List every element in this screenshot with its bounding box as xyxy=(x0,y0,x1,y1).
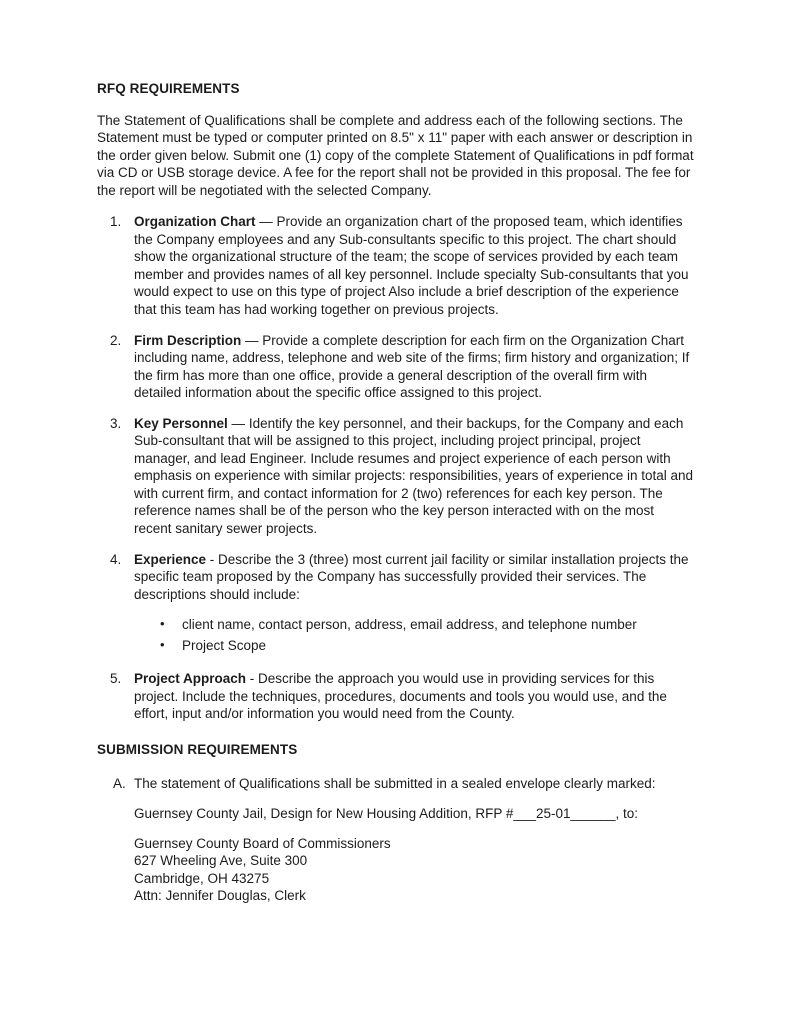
item-separator: - xyxy=(206,551,219,567)
item-text xyxy=(134,670,695,723)
bullet-item xyxy=(134,616,695,634)
item-body: Describe the 3 (three) most current jail facility or similar installation projects the specific team proposed by the Company has successfully provided their services. The descriptions should include: xyxy=(134,551,689,602)
requirement-item-experience xyxy=(97,551,695,658)
item-body: Provide an organization chart of the proposed team, which identifies the Company employees and any Sub-consultants specific to this project. The chart should show the organizational structure of the team; the scope of services provided by each team member and provides names of all key personnel. Include specialty Sub-consultants that you would expect to use on this type of project Also include a brief description of the experience that this team has had working together on previous projects. xyxy=(134,214,689,318)
item-separator: — xyxy=(255,214,277,230)
requirements-list xyxy=(97,213,695,723)
item-text xyxy=(134,213,695,318)
requirement-item-key-personnel xyxy=(97,415,695,538)
submission-item-a xyxy=(97,775,695,793)
item-title: Project Approach xyxy=(134,671,247,687)
item-body: Provide a complete description for each firm on the Organization Chart including name, address, telephone and web site of the firms; firm history and organization; If the firm has more than one office, provide a general description of the overall firm with detailed information about the specific office assigned to this project. xyxy=(134,332,690,401)
item-body: The statement of Qualifications shall be submitted in a sealed envelope clearly marked: xyxy=(134,775,656,791)
item-text xyxy=(134,332,695,402)
item-letter: A. xyxy=(113,775,126,791)
bullet-text: Project Scope xyxy=(182,637,267,653)
bullet-dot-icon: • xyxy=(160,616,165,632)
rfq-requirements-heading: RFQ REQUIREMENTS xyxy=(97,81,240,96)
item-title: Firm Description xyxy=(134,332,242,348)
requirement-item-firm-description xyxy=(97,332,695,402)
bullet-item xyxy=(134,637,695,655)
item-separator: — xyxy=(227,415,249,431)
address-line: Attn: Jennifer Douglas, Clerk xyxy=(134,888,306,904)
item-text xyxy=(134,551,695,658)
submission-requirements-heading: SUBMISSION REQUIREMENTS xyxy=(97,741,298,757)
address-block xyxy=(134,835,695,905)
requirement-item-project-approach xyxy=(97,670,695,723)
address-line: Cambridge, OH 43275 xyxy=(134,870,270,886)
item-separator: — xyxy=(241,332,263,348)
bullet-text: client name, contact person, address, email address, and telephone number xyxy=(182,617,637,633)
address-line: Guernsey County Board of Commissioners xyxy=(134,835,391,851)
requirement-item-organization-chart xyxy=(97,213,695,318)
intro-paragraph: The Statement of Qualifications shall be complete and address each of the following sections. The Statement must be typed or computer printed on 8.5" x 11" paper with each answer or description in the order given below. Submit one (1) copy of the complete Statement of Qualifications in pdf format via CD or USB storage device. A fee for the report shall not be provided in this proposal. The fee for the report will be negotiated with the selected Company. xyxy=(97,112,694,198)
item-text xyxy=(134,415,695,538)
item-number: 3. xyxy=(110,415,122,431)
item-body: Identify the key personnel, and their backups, for the Company and each Sub-consultant that will be assigned to this project, including project principal, project manager, and lead Engineer. Include resumes and project experience of each person with emphasis on experience with similar projects: responsibilities, years of experience in total and with current firm, and contact information for 2 (two) references for each key person. The reference names shall be of the person who the key person interacted with on the most recent sanitary sewer projects. xyxy=(134,415,694,537)
bullet-dot-icon: • xyxy=(160,636,165,652)
item-number: 2. xyxy=(110,332,122,348)
item-number: 4. xyxy=(110,551,122,567)
item-title: Key Personnel xyxy=(134,415,228,431)
item-title: Experience xyxy=(134,551,207,567)
item-body: Describe the approach you would use in providing services for this project. Include the techniques, procedures, documents and tools you would use, and the effort, input and/or information you would need from the County. xyxy=(134,671,667,722)
item-number: 1. xyxy=(110,214,122,230)
item-title: Organization Chart xyxy=(134,214,256,230)
experience-bullet-list xyxy=(134,616,695,654)
item-number: 5. xyxy=(110,671,122,687)
envelope-marking-line: Guernsey County Jail, Design for New Housing Addition, RFP #___25-01______, to: xyxy=(134,806,639,822)
item-separator: - xyxy=(246,671,259,687)
address-line: 627 Wheeling Ave, Suite 300 xyxy=(134,853,308,869)
